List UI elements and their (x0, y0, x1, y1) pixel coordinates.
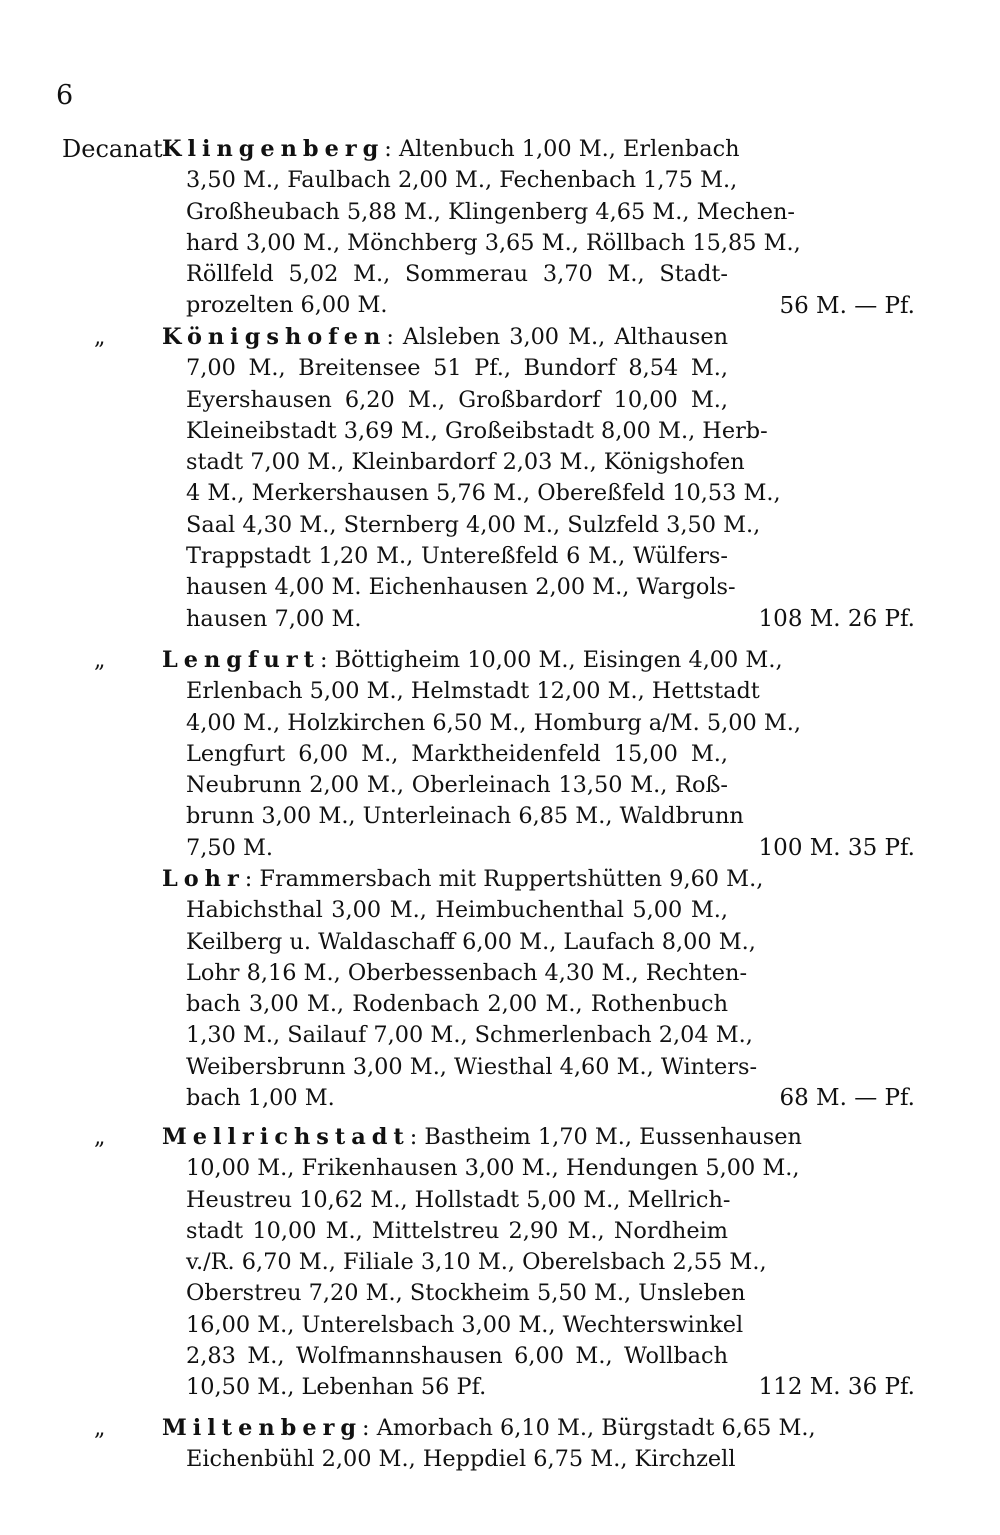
district-name: Klingenberg (162, 136, 385, 162)
text-line: Saal 4,30 M., Sternberg 4,00 M., Sulzfeld 3,50 M., (186, 511, 761, 538)
entry-text (162, 645, 801, 864)
ditto-mark: „ (94, 1416, 106, 1441)
text-line: stadt 10,00 M., Mittelstreu 2,90 M., Nordheim (186, 1217, 728, 1244)
district-name: Königshofen (162, 324, 387, 350)
text-line: 2,83 M., Wolfmannshausen 6,00 M., Wollbach (186, 1343, 728, 1370)
text-line: hard 3,00 M., Mönchberg 3,65 M., Röllbach 15,85 M., (186, 229, 801, 256)
text-line: Miltenberg: Amorbach 6,10 M., Bürgstadt 6,65 M., (162, 1415, 816, 1441)
text-line: Weibersbrunn 3,00 M., Wiesthal 4,60 M., Winters- (186, 1053, 758, 1080)
text-line: Großheubach 5,88 M., Klingenberg 4,65 M., Mechen- (186, 198, 795, 225)
text-line: 7,50 M. (186, 834, 274, 861)
entry-text (162, 1413, 816, 1476)
ditto-mark: „ (94, 1125, 106, 1150)
text-line: hausen 7,00 M. (186, 605, 362, 632)
text-line: Röllfeld 5,02 M., Sommerau 3,70 M., Stadt- (186, 261, 728, 288)
decanat-label: Decanat (62, 135, 163, 163)
text-line: stadt 7,00 M., Kleinbardorf 2,03 M., Königshofen (186, 449, 745, 476)
page-number: 6 (56, 80, 74, 111)
text-line: 16,00 M., Unterelsbach 3,00 M., Wechterswinkel (186, 1311, 744, 1338)
entry-text (162, 1122, 802, 1404)
entry-total: 56 M. — Pf. (779, 292, 915, 319)
text-line: 10,00 M., Frikenhausen 3,00 M., Hendungen 5,00 M., (186, 1155, 800, 1182)
text-line: 10,50 M., Lebenhan 56 Pf. (186, 1374, 487, 1401)
entry-text (162, 134, 801, 322)
text-line: Eyershausen 6,20 M., Großbardorf 10,00 M., (186, 386, 728, 413)
text-line: Erlenbach 5,00 M., Helmstadt 12,00 M., Hettstadt (186, 678, 760, 705)
text-line: Klingenberg: Altenbuch 1,00 M., Erlenbach (162, 136, 740, 162)
text-line: Mellrichstadt: Bastheim 1,70 M., Eussenhausen (162, 1124, 802, 1150)
text-line: bach 3,00 M., Rodenbach 2,00 M., Rothenbuch (186, 991, 728, 1018)
ditto-mark: „ (94, 325, 106, 350)
text-line: Habichsthal 3,00 M., Heimbuchenthal 5,00 M., (186, 897, 728, 924)
text-line: Lohr: Frammersbach mit Ruppertshütten 9,60 M., (162, 866, 764, 892)
text-line: bach 1,00 M. (186, 1085, 335, 1112)
district-name: Miltenberg (162, 1415, 363, 1441)
text-line: Königshofen: Alsleben 3,00 M., Althausen (162, 324, 728, 350)
district-name: Lengfurt (162, 647, 320, 673)
district-name: Mellrichstadt (162, 1124, 410, 1150)
ditto-mark: „ (94, 648, 106, 673)
text-line: Heustreu 10,62 M., Hollstadt 5,00 M., Mellrich- (186, 1186, 731, 1213)
entry-text (162, 322, 781, 635)
text-line: Trappstadt 1,20 M., Untereßfeld 6 M., Wülfers- (186, 543, 728, 570)
text-line: Neubrunn 2,00 M., Oberleinach 13,50 M., Roß- (186, 772, 728, 799)
text-line: Lengfurt 6,00 M., Marktheidenfeld 15,00 M., (186, 740, 728, 767)
text-line: Oberstreu 7,20 M., Stockheim 5,50 M., Unsleben (186, 1280, 746, 1307)
text-line: Lengfurt: Böttigheim 10,00 M., Eisingen 4,00 M., (162, 647, 783, 673)
text-line: 1,30 M., Sailauf 7,00 M., Schmerlenbach 2,04 M., (186, 1022, 753, 1049)
text-line: 4,00 M., Holzkirchen 6,50 M., Homburg a/M. 5,00 M., (186, 709, 801, 736)
text-line: Kleineibstadt 3,69 M., Großeibstadt 8,00 M., Herb- (186, 417, 768, 444)
text-line: hausen 4,00 M. Eichenhausen 2,00 M., Wargols- (186, 574, 736, 601)
text-line: 4 M., Merkershausen 5,76 M., Obereßfeld 10,53 M., (186, 480, 781, 507)
text-line: prozelten 6,00 M. (186, 292, 388, 319)
text-line: Lohr 8,16 M., Oberbessenbach 4,30 M., Rechten- (186, 959, 748, 986)
text-line: 7,00 M., Breitensee 51 Pf., Bundorf 8,54 M., (186, 355, 728, 382)
text-line: Keilberg u. Waldaschaff 6,00 M., Laufach 8,00 M., (186, 928, 756, 955)
district-name: Lohr (162, 866, 245, 892)
text-line: 3,50 M., Faulbach 2,00 M., Fechenbach 1,75 M., (186, 167, 738, 194)
entry-text (162, 864, 764, 1114)
entry-total: 68 M. — Pf. (779, 1085, 915, 1112)
text-line: v./R. 6,70 M., Filiale 3,10 M., Oberelsbach 2,55 M., (186, 1249, 767, 1276)
text-line: brunn 3,00 M., Unterleinach 6,85 M., Waldbrunn (186, 803, 744, 830)
entry-total: 112 M. 36 Pf. (758, 1374, 915, 1401)
entry-total: 100 M. 35 Pf. (758, 834, 915, 861)
text-line: Eichenbühl 2,00 M., Heppdiel 6,75 M., Kirchzell (186, 1446, 736, 1473)
entry-total: 108 M. 26 Pf. (758, 605, 915, 632)
